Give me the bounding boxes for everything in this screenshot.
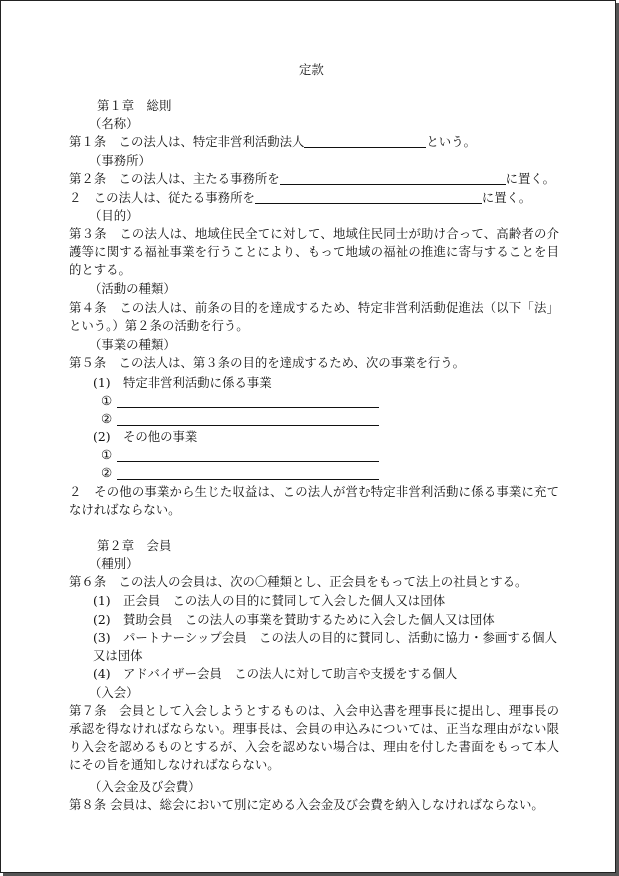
caption-office: （事務所） xyxy=(89,153,151,168)
item2-sub-2-marker: ② xyxy=(101,465,113,480)
article-1 xyxy=(69,133,476,151)
item1-sub-1-marker: ① xyxy=(101,393,113,408)
item2-sub-1-marker: ① xyxy=(101,447,113,462)
member-type-4: (4) アドバイザー会員 この法人に対して助言や支援をする個人 xyxy=(93,666,458,681)
caption-business-type: （事業の種類） xyxy=(89,337,176,352)
chapter-2-heading: 第２章 会員 xyxy=(97,538,172,553)
article-2-text: 第２条 この法人は、主たる事務所を xyxy=(69,171,280,186)
article-5: 第５条 この法人は、第３条の目的を達成するため、次の事業を行う。 xyxy=(69,355,466,370)
caption-name: （名称） xyxy=(89,116,139,131)
business-item-1: (1) 特定非営利活動に係る事業 xyxy=(93,375,272,390)
article-2-p2-tail: に置く。 xyxy=(481,190,532,205)
article-4: 第４条 この法人は、前条の目的を達成するため、特定非営利活動促進法（以下「法」という。）第２条の活動を行う。 xyxy=(69,300,559,333)
article-7: 第７条 会員として入会しようとするものは、入会申込書を理事長に提出し、理事長の承認を得なければならない。理事長は、会員の申込みについては、正当な理由がない限り入会を認めるものとするが、入会を認めない場合は、理由を付した書面をもって本人にその旨を通知しなければならない。 xyxy=(69,703,559,772)
item1-sub-2-marker: ② xyxy=(101,411,113,426)
blank-corporation-name xyxy=(304,134,426,148)
document-title: 定款 xyxy=(299,62,324,77)
member-type-2: (2) 賛助会員 この法人の事業を賛助するために入会した個人又は団体 xyxy=(93,612,495,627)
caption-member-type: （種別） xyxy=(89,556,139,571)
item1-sub-1-blank xyxy=(117,407,379,408)
article-6: 第６条 この法人の会員は、次の〇種類とし、正会員をもって法上の社員とする。 xyxy=(69,574,528,589)
caption-purpose: （目的） xyxy=(89,208,139,223)
article-1-tail: という。 xyxy=(426,134,476,149)
caption-admission: （入会） xyxy=(89,685,139,700)
blank-sub-office xyxy=(255,190,482,204)
item1-sub-2-blank xyxy=(117,425,379,426)
member-type-1: (1) 正会員 この法人の目的に賛同して入会した個人又は団体 xyxy=(93,593,446,608)
chapter-1-heading: 第１章 総則 xyxy=(97,98,172,113)
article-2-paragraph-2 xyxy=(69,189,531,207)
article-2 xyxy=(69,170,555,188)
blank-main-office xyxy=(280,171,506,185)
article-2-p2-text: ２ この法人は、従たる事務所を xyxy=(69,190,255,205)
article-5-paragraph-2: ２ その他の事業から生じた収益は、この法人が営む特定非営利活動に係る事業に充てなければならない。 xyxy=(69,484,559,517)
business-item-2: (2) その他の事業 xyxy=(93,429,198,444)
item2-sub-2-blank xyxy=(117,479,379,480)
article-3: 第３条 この法人は、地域住民全てに対して、地域住民同士が助け合って、高齢者の介護等に関する福祉事業を行うことにより、もって地域の福祉の推進に寄与することを目的とする。 xyxy=(69,226,559,277)
article-8: 第８条 会員は、総会において別に定める入会金及び会費を納入しなければならない。 xyxy=(69,797,544,812)
caption-activity-type: （活動の種類） xyxy=(89,281,176,296)
article-1-text: 第１条 この法人は、特定非営利活動法人 xyxy=(69,134,305,149)
caption-fees: （入会金及び会費） xyxy=(89,779,201,794)
item2-sub-1-blank xyxy=(117,461,379,462)
article-2-tail: に置く。 xyxy=(505,171,555,186)
member-type-3: (3) パートナーシップ会員 この法人の目的に賛同し、活動に協力・参画する個人又は団体 xyxy=(93,630,557,663)
